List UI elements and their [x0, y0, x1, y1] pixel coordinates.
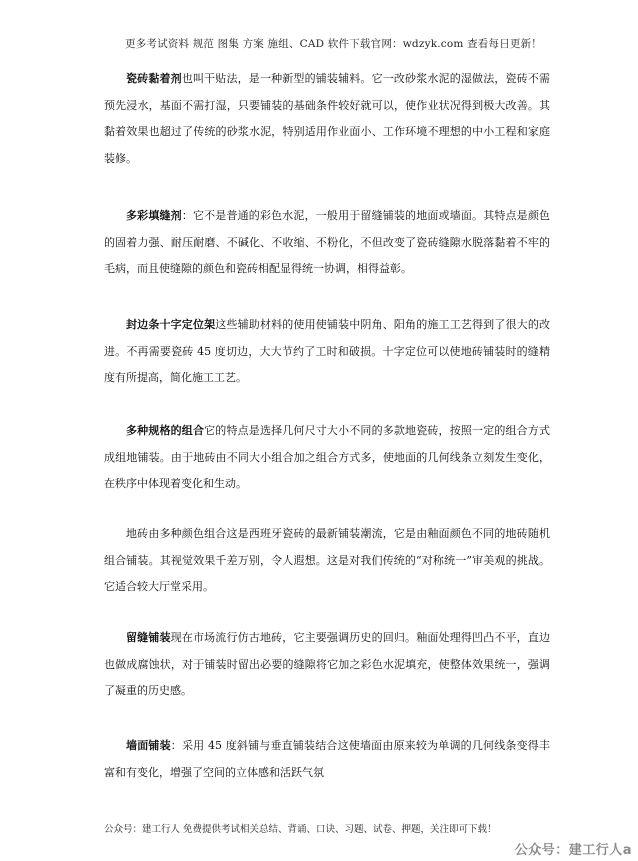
- paragraph-multi-size-combination: [104, 418, 550, 498]
- paragraph-tile-adhesive: [104, 66, 550, 172]
- paragraph-body: 地砖由多种颜色组合这是西班牙瓷砖的最新铺装潮流，它是由釉面颜色不同的地砖随机组合铺装。其视觉效果千差万别，令人遐想。这是对我们传统的“对称统一”审美观的挑战。它适合较大厅堂采用。: [104, 527, 550, 593]
- paragraph-body: 它的特点是选择几何尺寸大小不同的多款地瓷砖，按照一定的组合方式成组地铺装。由于地砖由不同大小组合加之组合方式多，使地面的几何线条立刻发生变化，在秩序中体现着变化和生动。: [104, 424, 551, 490]
- paragraph-lead: 多彩填缝剂: [126, 209, 182, 222]
- paragraph-lead: 墙面铺装: [126, 739, 171, 752]
- paragraph-lead: 封边条十字定位架: [126, 318, 216, 331]
- page-footer: 公众号：建工行人 免费提供考试相关总结、背诵、口诀、习题、试卷、押题，关注即可下载！: [104, 824, 497, 835]
- paragraph-body: 也叫干贴法，是一种新型的铺装辅料。它一改砂浆水泥的湿做法，瓷砖不需预先浸水，基面不需打湿，只要铺装的基础条件较好就可以，使作业状况得到极大改善。其黏着效果也超过了传统的砂浆水泥，特别适用作业面小、工作环境不理想的中小工程和家庭装修。: [104, 72, 550, 165]
- paragraph-wall-laying: [104, 733, 550, 786]
- paragraph-body: ：它不是普通的彩色水泥，一般用于留缝铺装的地面或墙面。其特点是颜色的固着力强、耐压耐磨、不碱化、不收缩、不粉化，不但改变了瓷砖缝隙水脱落黏着不牢的毛病，而且使缝隙的颜色和瓷砖相配显得统一协调，相得益彰。: [104, 209, 550, 275]
- paragraph-multi-color-combination: [104, 521, 550, 601]
- paragraph-colored-grout: [104, 203, 550, 283]
- paragraph-body: 现在市场流行仿古地砖，它主要强调历史的回归。釉面处理得凹凸不平，直边也做成腐蚀状，对于铺装时留出必要的缝隙将它加之彩色水泥填充，使整体效果统一，强调了凝重的历史感。: [104, 631, 551, 697]
- paragraph-edge-strip-cross-spacer: [104, 312, 550, 392]
- paragraph-gap-laying: [104, 625, 550, 705]
- watermark: 公众号：建工行人a: [514, 843, 632, 858]
- paragraph-lead: 留缝铺装: [126, 631, 171, 644]
- paragraph-body: ：采用 45 度斜铺与垂直铺装结合这使墙面由原来较为单调的几何线条变得丰富和有变化，增强了空间的立体感和活跃气氛: [104, 739, 550, 779]
- paragraph-lead: 瓷砖黏着剂: [126, 72, 182, 85]
- paragraph-body: 这些辅助材料的使用使铺装中阴角、阳角的施工工艺得到了很大的改进。不再需要瓷砖 45 度切边，大大节约了工时和破损。十字定位可以使地砖铺装时的缝精度有所提高，简化施工工艺。: [104, 318, 550, 384]
- paragraph-lead: 多种规格的组合: [126, 424, 205, 437]
- page-header: 更多考试资料 规范 图集 方案 施组、CAD 软件下载官网：wdzyk.com 查看每日更新！: [125, 38, 542, 50]
